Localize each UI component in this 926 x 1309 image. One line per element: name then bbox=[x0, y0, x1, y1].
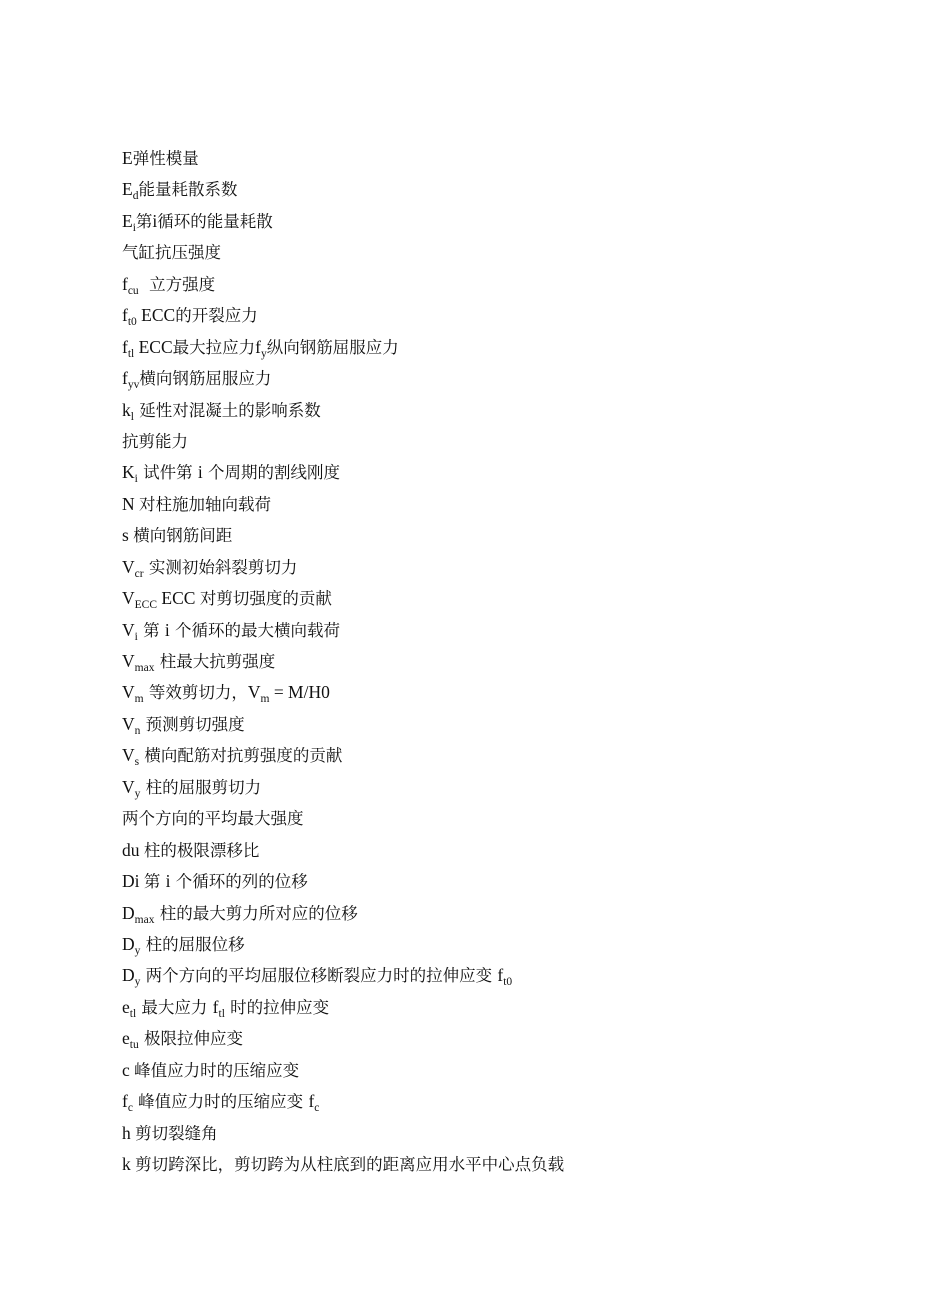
symbol-entry bbox=[122, 1055, 882, 1086]
description-text: 气缸抗压强度 bbox=[122, 243, 221, 263]
symbol-text: Di bbox=[122, 871, 144, 892]
description-text: 两个方向的平均最大强度 bbox=[122, 809, 304, 829]
symbol-entry bbox=[122, 709, 882, 740]
symbol-text: f bbox=[122, 368, 128, 389]
subscript-text: y bbox=[134, 944, 141, 957]
symbol-text: h bbox=[122, 1122, 136, 1143]
symbol-text: = M/H0 bbox=[269, 682, 330, 703]
subscript-text: tl bbox=[129, 1007, 137, 1020]
symbol-text: i bbox=[197, 462, 203, 483]
symbol-entry bbox=[122, 677, 882, 708]
subscript-text: tl bbox=[218, 1007, 225, 1020]
symbol-text: K bbox=[122, 462, 135, 483]
symbol-entry bbox=[122, 992, 882, 1023]
description-text: 第 bbox=[143, 872, 166, 892]
description-text: 最大应力 bbox=[136, 997, 213, 1017]
symbol-entry bbox=[122, 237, 882, 268]
symbol-entry bbox=[122, 740, 882, 771]
symbol-text: du bbox=[122, 839, 144, 860]
description-text: 延性对混凝土的影响系数 bbox=[133, 400, 321, 420]
symbol-list bbox=[122, 143, 882, 1180]
description-text: 个循环的最大横向载荷 bbox=[169, 620, 340, 640]
symbol-entry bbox=[122, 143, 882, 174]
symbol-text: c bbox=[122, 1059, 135, 1080]
symbol-text: f bbox=[255, 336, 261, 357]
symbol-entry bbox=[122, 646, 882, 677]
symbol-entry bbox=[122, 772, 882, 803]
symbol-text: V bbox=[122, 651, 135, 671]
description-text: 能量耗散系数 bbox=[138, 180, 238, 200]
symbol-entry bbox=[122, 552, 882, 583]
description-text: 横向钢筋间距 bbox=[133, 526, 233, 546]
subscript-text: n bbox=[134, 724, 141, 737]
subscript-text: d bbox=[132, 190, 139, 203]
symbol-entry bbox=[122, 1118, 882, 1149]
symbol-entry bbox=[122, 520, 882, 551]
symbol-text: f bbox=[122, 1091, 128, 1112]
symbol-text: f bbox=[122, 305, 128, 326]
description-text: 循环的能量耗散 bbox=[157, 211, 273, 231]
subscript-text: max bbox=[134, 662, 155, 674]
symbol-text: i bbox=[152, 210, 158, 231]
symbol-entry bbox=[122, 615, 882, 646]
description-text: 横向配筋对抗剪强度的贡献 bbox=[139, 746, 343, 766]
symbol-text: V bbox=[122, 713, 135, 734]
symbol-text: N bbox=[122, 493, 140, 514]
subscript-text: y bbox=[134, 787, 141, 800]
symbol-entry bbox=[122, 1023, 882, 1054]
symbol-entry bbox=[122, 866, 882, 897]
symbol-text: ECC bbox=[134, 336, 173, 357]
symbol-entry bbox=[122, 363, 882, 394]
symbol-entry bbox=[122, 583, 882, 614]
symbol-entry bbox=[122, 1149, 882, 1180]
description-text: 立方强度 bbox=[138, 274, 216, 294]
description-text: 剪切跨深比，剪切跨为从柱底到的距离应用水平中心点负载 bbox=[135, 1155, 565, 1174]
symbol-text: E bbox=[122, 210, 133, 231]
description-text: 极限拉伸应变 bbox=[138, 1029, 243, 1049]
symbol-text: V bbox=[122, 745, 135, 766]
symbol-text: k bbox=[122, 1154, 136, 1174]
symbol-text: f bbox=[122, 273, 128, 294]
subscript-text: y bbox=[134, 976, 141, 989]
subscript-text: y bbox=[260, 347, 267, 360]
description-text: 峰值应力时的压缩应变 bbox=[132, 1092, 309, 1112]
subscript-text: cu bbox=[127, 284, 139, 297]
symbol-text: k bbox=[122, 399, 131, 420]
description-text: 对剪切强度的贡献 bbox=[199, 589, 332, 609]
subscript-text: i bbox=[134, 630, 138, 643]
symbol-entry bbox=[122, 960, 882, 991]
symbol-text: E bbox=[122, 148, 133, 168]
symbol-text: E bbox=[122, 179, 133, 200]
symbol-text: D bbox=[122, 965, 135, 986]
subscript-text: m bbox=[260, 693, 270, 706]
description-text: 实测初始斜裂剪切力 bbox=[143, 557, 298, 577]
subscript-text: l bbox=[130, 410, 134, 423]
subscript-text: cr bbox=[134, 567, 144, 580]
description-text: 柱的屈服剪切力 bbox=[140, 777, 262, 797]
symbol-entry bbox=[122, 898, 882, 929]
symbol-text: V bbox=[122, 776, 135, 797]
subscript-text: m bbox=[134, 693, 144, 706]
subscript-text: t0 bbox=[503, 976, 513, 989]
description-text: 对柱施加轴向载荷 bbox=[139, 494, 272, 514]
subscript-text: yv bbox=[127, 379, 140, 392]
symbol-text: V bbox=[247, 682, 261, 703]
description-text: 的开裂应力 bbox=[175, 306, 258, 326]
symbol-text: V bbox=[122, 556, 135, 577]
subscript-text: c bbox=[314, 1102, 320, 1115]
symbol-entry bbox=[122, 174, 882, 205]
symbol-entry bbox=[122, 803, 882, 834]
description-text: 个周期的割线刚度 bbox=[202, 463, 340, 483]
description-text: 最大拉应力 bbox=[172, 337, 256, 357]
description-text: 第 bbox=[137, 620, 165, 640]
symbol-text: V bbox=[122, 682, 135, 703]
description-text: 试件第 bbox=[137, 463, 198, 483]
description-text: 横向钢筋屈服应力 bbox=[139, 369, 272, 389]
symbol-text: i bbox=[165, 871, 171, 892]
description-text: 柱的屈服位移 bbox=[140, 934, 245, 954]
description-text: 弹性模量 bbox=[132, 149, 199, 168]
description-text: 抗剪能力 bbox=[122, 431, 188, 451]
description-text: 纵向钢筋屈服应力 bbox=[266, 337, 399, 357]
subscript-text: tl bbox=[127, 347, 135, 360]
symbol-text: f bbox=[122, 336, 128, 357]
symbol-text: ECC bbox=[136, 305, 176, 326]
symbol-text: s bbox=[122, 525, 134, 546]
subscript-text: t0 bbox=[127, 316, 137, 329]
symbol-text: D bbox=[122, 902, 135, 923]
symbol-entry bbox=[122, 835, 882, 866]
symbol-text: e bbox=[122, 1028, 130, 1049]
symbol-entry bbox=[122, 426, 882, 457]
description-text: 柱的最大剪力所对应的位移 bbox=[154, 903, 358, 923]
symbol-text: ECC bbox=[157, 588, 200, 609]
symbol-text: f bbox=[497, 965, 504, 986]
description-text: 剪切裂缝角 bbox=[135, 1123, 218, 1143]
symbol-entry bbox=[122, 206, 882, 237]
symbol-entry bbox=[122, 1086, 882, 1117]
description-text: 两个方向的平均屈服位移断裂应力时的拉伸应变 bbox=[140, 966, 498, 986]
symbol-entry bbox=[122, 929, 882, 960]
subscript-text: i bbox=[134, 473, 138, 486]
description-text: 第 bbox=[135, 211, 153, 231]
description-text: 峰值应力时的压缩应变 bbox=[134, 1060, 300, 1080]
subscript-text: tu bbox=[129, 1039, 139, 1052]
symbol-entry bbox=[122, 489, 882, 520]
symbol-text: e bbox=[122, 996, 130, 1017]
symbol-entry bbox=[122, 332, 882, 363]
subscript-text: ECC bbox=[134, 599, 158, 612]
symbol-text: V bbox=[122, 588, 135, 609]
description-text: 预测剪切强度 bbox=[140, 714, 245, 734]
symbol-text: V bbox=[122, 619, 135, 640]
subscript-text: max bbox=[134, 913, 155, 926]
symbol-entry bbox=[122, 269, 882, 300]
description-text: 柱的极限漂移比 bbox=[143, 840, 260, 860]
symbol-entry bbox=[122, 457, 882, 488]
subscript-text: i bbox=[132, 221, 136, 234]
subscript-text: c bbox=[127, 1102, 133, 1115]
subscript-text: s bbox=[134, 756, 140, 769]
symbol-text: D bbox=[122, 933, 135, 954]
symbol-text: f bbox=[308, 1091, 315, 1112]
description-text: 个循环的列的位移 bbox=[170, 872, 308, 892]
description-text: 柱最大抗剪强度 bbox=[154, 652, 276, 671]
symbol-entry bbox=[122, 395, 882, 426]
symbol-text: i bbox=[164, 619, 170, 640]
description-text: 等效剪切力， bbox=[143, 683, 248, 703]
symbol-text: f bbox=[212, 996, 219, 1017]
description-text: 时的拉伸应变 bbox=[224, 997, 330, 1017]
symbol-entry bbox=[122, 300, 882, 331]
